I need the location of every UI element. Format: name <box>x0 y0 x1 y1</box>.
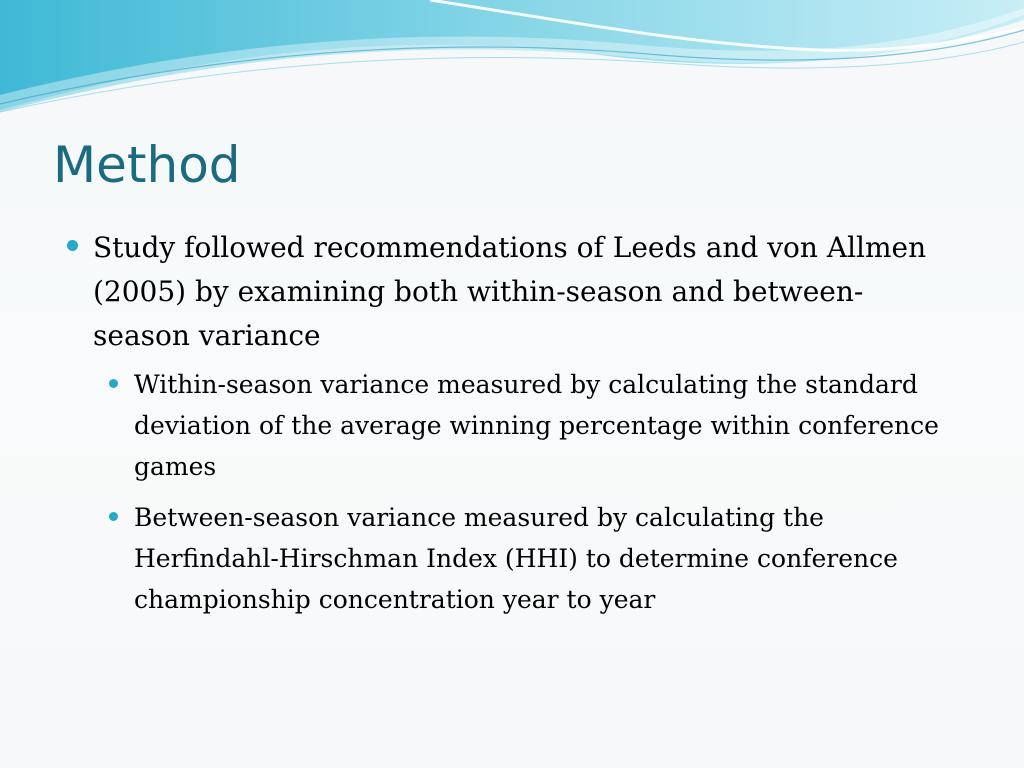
bullet-item <box>93 226 953 358</box>
sub-bullet-text: Within-season variance measured by calculating the standard deviation of the average winning percentage within conference games <box>134 370 939 481</box>
header-wave-decoration <box>0 0 1024 130</box>
sub-bullet-item <box>134 497 959 620</box>
bullet-dot-icon <box>67 240 78 251</box>
sub-bullet-item <box>134 364 959 487</box>
sub-bullet-dot-icon <box>109 379 118 388</box>
slide-body <box>0 226 1024 620</box>
bullet-text: Study followed recommendations of Leeds and von Allmen (2005) by examining both within-season and between-season variance <box>93 231 927 352</box>
sub-bullet-text: Between-season variance measured by calculating the Herfindahl-Hirschman Index (HHI) to determine conference championship concentration year to year <box>134 503 898 614</box>
sub-bullet-dot-icon <box>109 512 118 521</box>
slide-title: Method <box>53 136 241 194</box>
